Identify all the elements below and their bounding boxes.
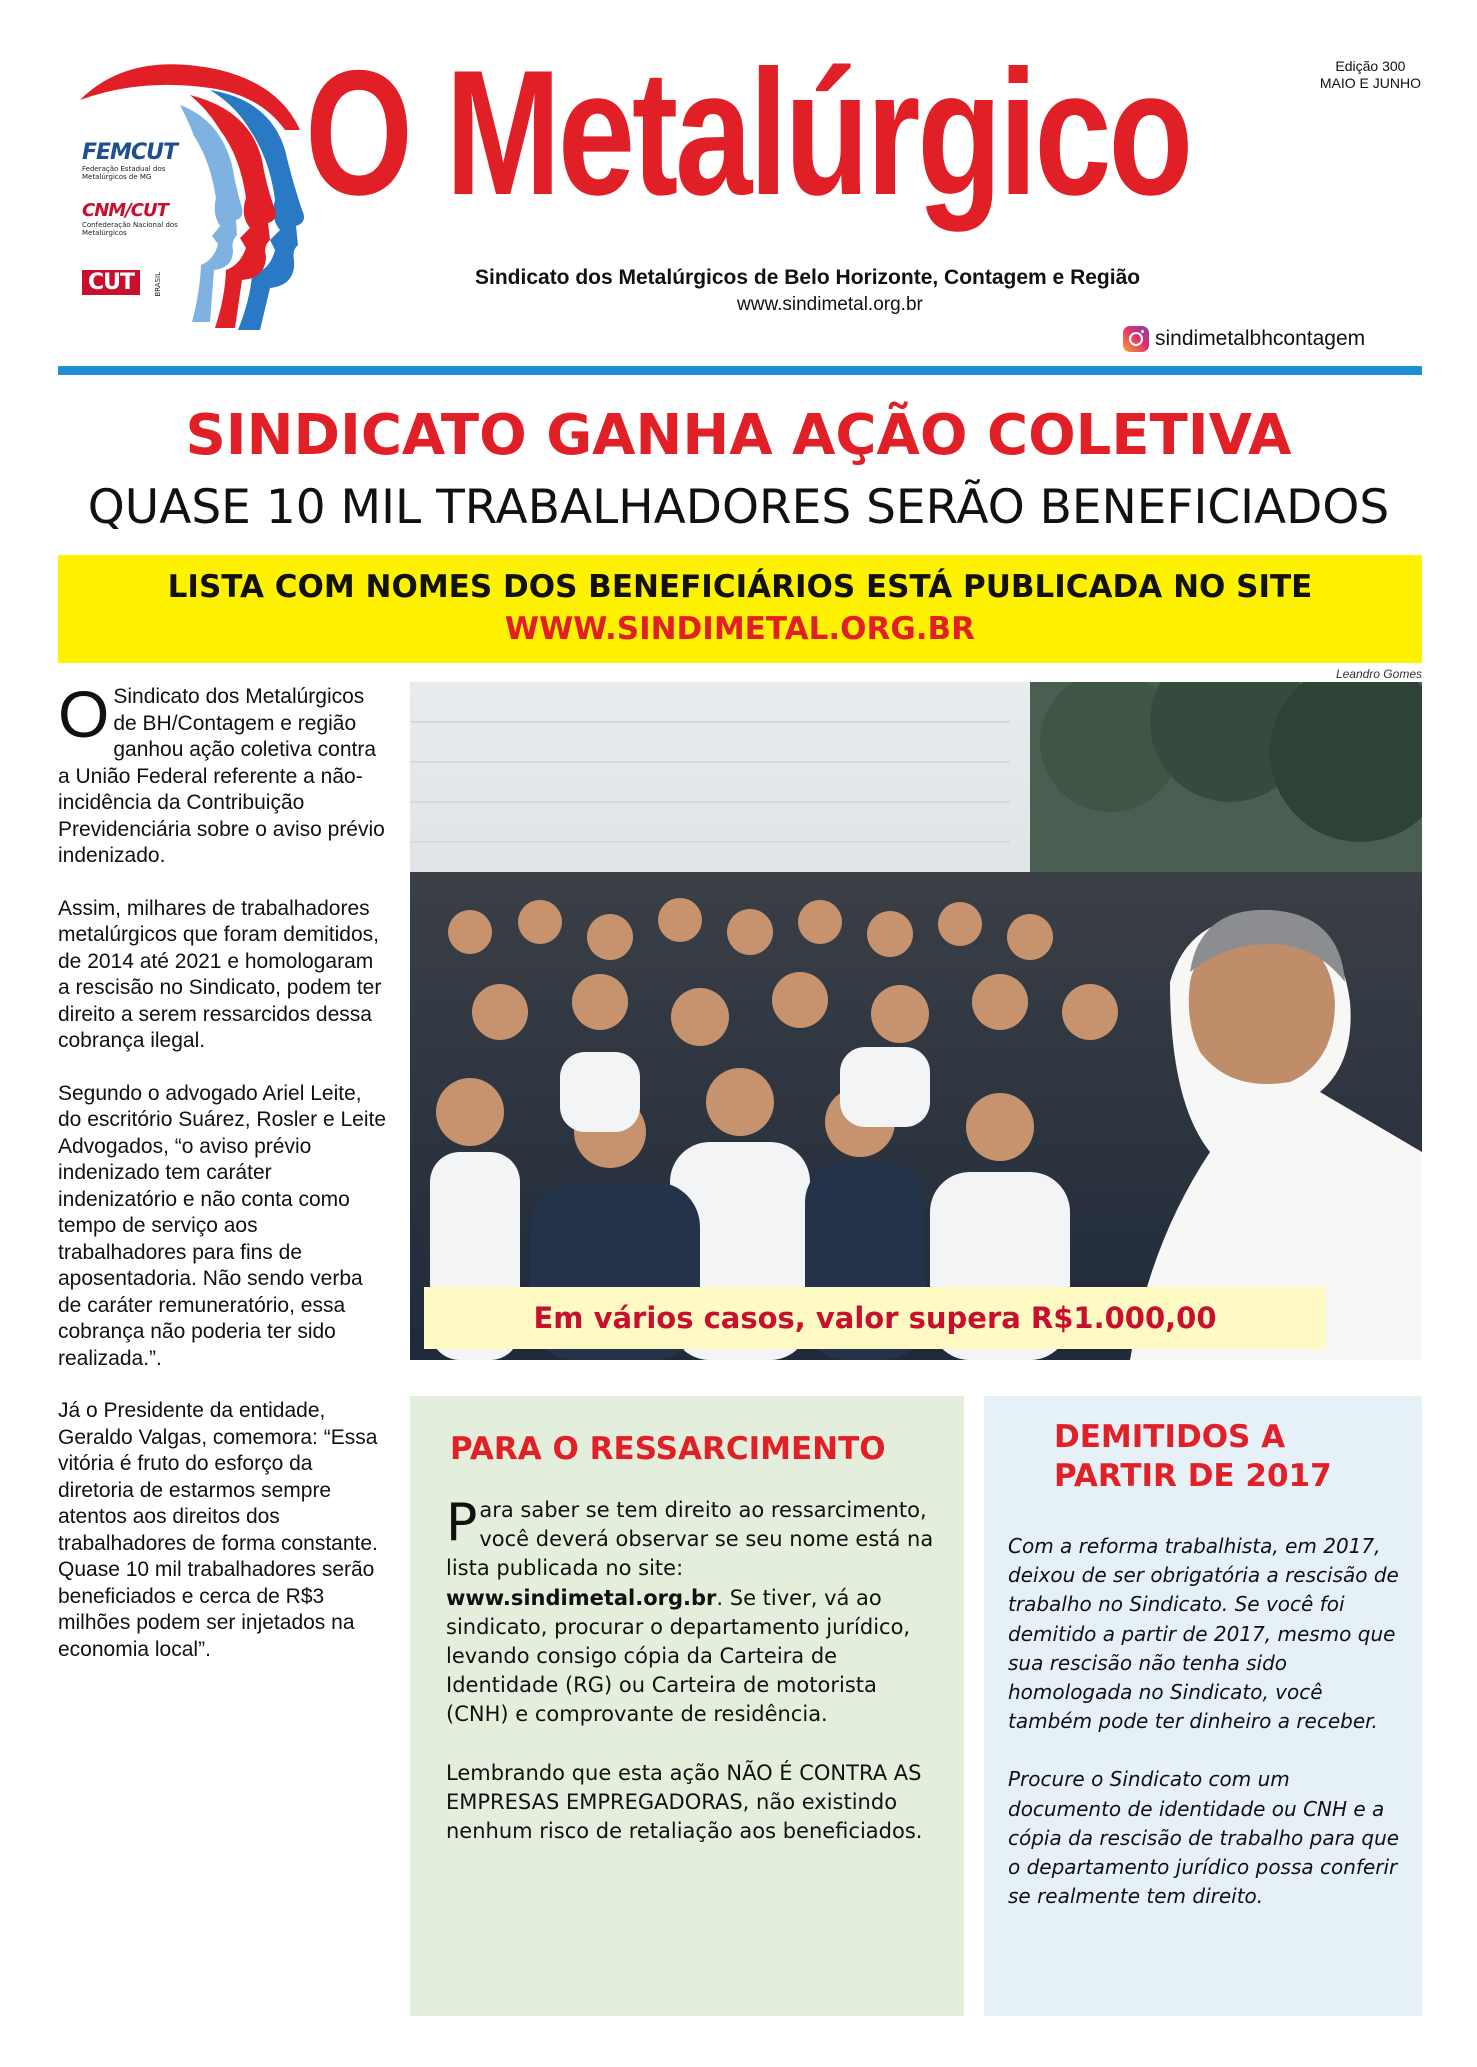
instagram-icon <box>1123 326 1149 352</box>
instagram-handle-text: sindimetalbhcontagem <box>1155 327 1366 350</box>
union-name: Sindicato dos Metalúrgicos de Belo Horizonte, Contagem e Região <box>475 266 1141 289</box>
instagram-handle[interactable] <box>1123 326 1365 352</box>
article-paragraph-3: Segundo o advogado Ariel Leite, do escritório Suárez, Rosler e Leite Advogados, “o aviso prévio indenizado tem caráter indenizatório e não conta como tempo de serviço aos trabalhadores para fins de aposentadoria. Não sendo verba de caráter remuneratório, essa cobrança não poderia ter sido realizada.”. <box>58 1081 386 1370</box>
ressarcimento-box <box>410 1396 964 2016</box>
photo-caption: Em vários casos, valor supera R$1.000,00 <box>424 1287 1326 1349</box>
assembly-photo <box>410 682 1422 1360</box>
main-headline: SINDICATO GANHA AÇÃO COLETIVA <box>185 403 1292 468</box>
sub-headline: QUASE 10 MIL TRABALHADORES SERÃO BENEFICIADOS <box>87 480 1390 535</box>
demitidos-body <box>1008 1532 1408 1940</box>
ressarcimento-title: PARA O RESSARCIMENTO <box>450 1431 886 1467</box>
femcut-logo: FEMCUT Federação Estadual dos Metalúrgicos de MG <box>82 140 177 181</box>
ressarcimento-paragraph-2: Lembrando que esta ação NÃO É CONTRA AS EMPRESAS EMPREGADORAS, não existindo nenhum risco de retaliação aos beneficiados. <box>446 1760 923 1844</box>
article-paragraph-1: O Sindicato dos Metalúrgicos de BH/Contagem e região ganhou ação coletiva contra a União Federal referente a não-incidência da Contribuição Previdenciária sobre o aviso prévio indenizado. <box>58 677 385 867</box>
demitidos-box <box>984 1396 1422 2016</box>
header-divider <box>58 366 1422 375</box>
article-paragraph-4: Já o Presidente da entidade, Geraldo Valgas, comemora: “Essa vitória é fruto do esforço da diretoria de estarmos sempre atentos aos direitos dos trabalhadores de forma constante. Quase 10 mil trabalhadores serão beneficiados e cerca de R$3 milhões podem ser injetados na economia local”. <box>58 1399 378 1661</box>
edition-info <box>1320 58 1421 92</box>
photo-credit: Leandro Gomes <box>1335 667 1422 681</box>
site-list-banner <box>58 555 1422 663</box>
demitidos-paragraph-2: Procure o Sindicato com um documento de identidade ou CNH e a cópia da rescisão de trabalho para que o departamento jurídico possa conferir se realmente tem direito. <box>1008 1767 1400 1909</box>
newspaper-title: O Metalúrgico <box>305 33 1191 232</box>
banner-text: LISTA COM NOMES DOS BENEFICIÁRIOS ESTÁ PUBLICADA NO SITE <box>167 569 1313 605</box>
union-website-link[interactable]: www.sindimetal.org.br <box>737 294 923 315</box>
ressarcimento-url-link[interactable]: www.sindimetal.org.br <box>446 1585 717 1610</box>
cnm-cut-logo: CNM/CUT Confederação Nacional dos Metalúrgicos <box>82 200 178 237</box>
drop-cap: P <box>446 1493 478 1553</box>
ressarcimento-body <box>446 1493 936 1875</box>
crowd-illustration <box>410 682 1422 1360</box>
cut-logo: CUT BRASIL <box>82 270 140 295</box>
demitidos-paragraph-1: Com a reforma trabalhista, em 2017, deixou de ser obrigatória a rescisão de trabalho no Sindicato. Se você foi demitido a partir de 2017, mesmo que sua rescisão não tenha sido homologada no Sindicato, você também pode ter dinheiro a receber. <box>1008 1534 1399 1734</box>
edition-number: Edição 300 <box>1335 58 1406 74</box>
article-paragraph-2: Assim, milhares de trabalhadores metalúrgicos que foram demitidos, de 2014 até 2021 e homologaram a rescisão no Sindicato, podem ter direito a serem ressarcidos dessa cobrança ilegal. <box>58 896 382 1052</box>
article-column <box>58 677 388 1689</box>
edition-period: MAIO E JUNHO <box>1319 75 1421 91</box>
drop-cap: O <box>58 677 110 751</box>
ressarcimento-paragraph-1: Para saber se tem direito ao ressarcimento, você deverá observar se seu nome está na lista publicada no site: www.sindimetal.org.br. Se tiver, vá ao sindicato, procurar o departamento jurídico, levando consigo cópia da Carteira de Identidade (RG) ou Carteira de motorista (CNH) e comprovante de residência. <box>446 1493 934 1727</box>
banner-url-link[interactable]: WWW.SINDIMETAL.ORG.BR <box>504 611 976 647</box>
demitidos-title: DEMITIDOS A PARTIR DE 2017 <box>1054 1419 1332 1494</box>
